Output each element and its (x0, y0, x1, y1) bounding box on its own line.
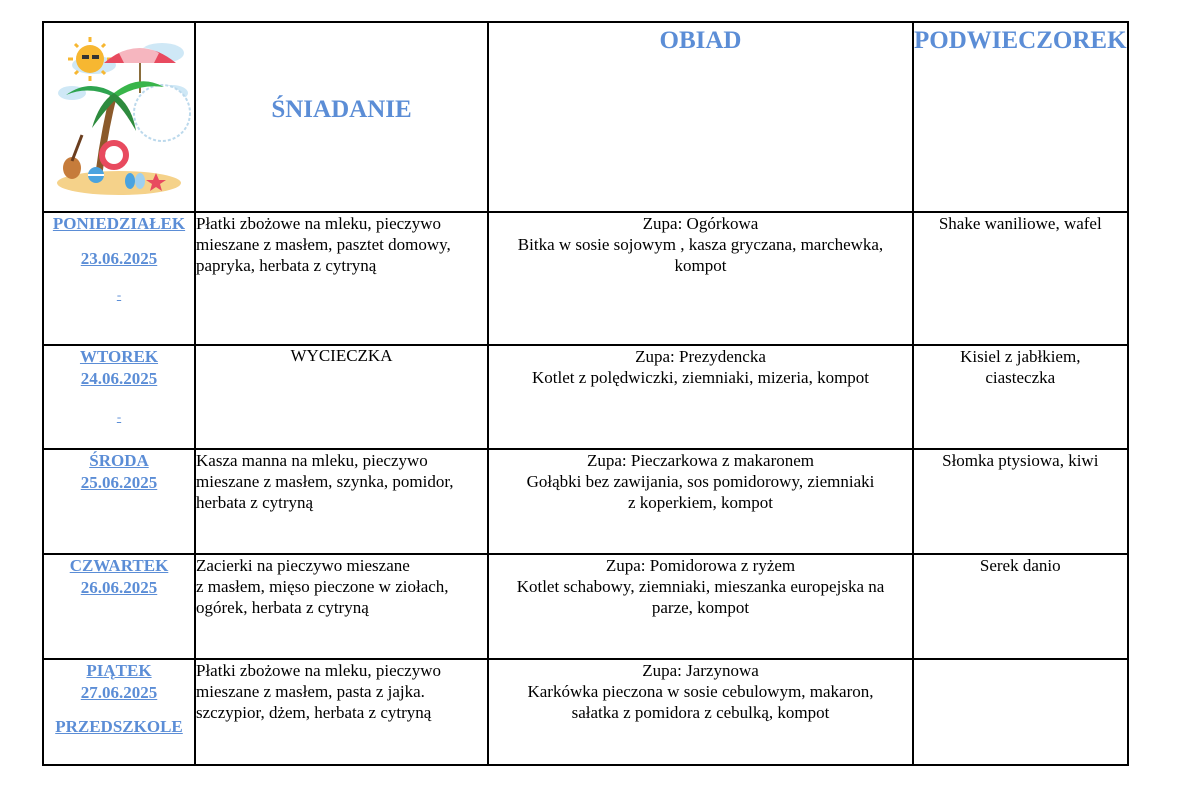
menu-row-friday (43, 659, 1128, 765)
snack-header: PODWIECZOREK (914, 27, 1127, 54)
day-name: WTOREK (79, 347, 159, 366)
breakfast-cell (195, 345, 488, 449)
header-row (43, 22, 1128, 212)
lunch-cell: Zupa: Jarzynowa Karkówka pieczona w sosie cebulowym, makaron, sałatka z pomidora z cebulką, kompot (488, 659, 913, 765)
soup: Zupa: Prezydencka (635, 347, 766, 366)
day-date: 27.06.2025 (80, 683, 158, 702)
logo-cell (43, 22, 195, 212)
day-date: 23.06.2025 (80, 249, 158, 268)
day-name: ŚRODA (89, 451, 149, 470)
day-date: 24.06.2025 (80, 369, 158, 388)
snack-cell: Serek danio (913, 554, 1128, 659)
lunch-header: OBIAD (659, 27, 742, 54)
lunch-cell: Zupa: Pieczarkowa z makaronem Gołąbki bez zawijania, sos pomidorowy, ziemniaki z koperkiem, kompot (488, 449, 913, 554)
soup: Zupa: Pomidorowa z ryżem (605, 556, 796, 575)
trip-label: WYCIECZKA (290, 346, 393, 365)
menu-row-monday (43, 212, 1128, 345)
lunch-cell: Zupa: Pomidorowa z ryżem Kotlet schabowy, ziemniaki, mieszanka europejska na parze, kompot (488, 554, 913, 659)
snack-cell (913, 659, 1128, 765)
snack-cell: Kisiel z jabłkiem, ciasteczka (913, 345, 1128, 449)
day-date: 26.06.2025 (80, 578, 158, 597)
day-mark: - (116, 287, 122, 302)
breakfast-header: ŚNIADANIE (271, 96, 412, 123)
day-mark: - (116, 409, 122, 424)
breakfast-cell: Kasza manna na mleku, pieczywo mieszane z masłem, szynka, pomidor, herbata z cytryną (195, 449, 488, 554)
day-cell (43, 212, 195, 345)
day-cell (43, 345, 195, 449)
soup: Zupa: Ogórkowa (642, 214, 759, 233)
lunch-cell: Zupa: Prezydencka Kotlet z polędwiczki, ziemniaki, mizeria, kompot (488, 345, 913, 449)
beach-summer-icon (44, 23, 194, 209)
lunch-header-cell (488, 22, 913, 212)
lunch-cell: Zupa: Ogórkowa Bitka w sosie sojowym , kasza gryczana, marchewka, kompot (488, 212, 913, 345)
day-cell (43, 554, 195, 659)
day-name: PIĄTEK (86, 661, 152, 680)
breakfast-cell: Płatki zbożowe na mleku, pieczywo mieszane z masłem, pasztet domowy, papryka, herbata z cytryną (195, 212, 488, 345)
menu-table (42, 21, 1129, 766)
snack-cell: Słomka ptysiowa, kiwi (913, 449, 1128, 554)
snack-cell: Shake waniliowe, wafel (913, 212, 1128, 345)
soup: Zupa: Jarzynowa (642, 661, 759, 680)
menu-row-tuesday (43, 345, 1128, 449)
day-date: 25.06.2025 (80, 473, 158, 492)
day-name: CZWARTEK (69, 556, 169, 575)
menu-row-thursday (43, 554, 1128, 659)
breakfast-cell: Płatki zbożowe na mleku, pieczywo mieszane z masłem, pasta z jajka. szczypior, dżem, herbata z cytryną (195, 659, 488, 765)
breakfast-header-cell (195, 22, 488, 212)
day-cell (43, 659, 195, 765)
soup: Zupa: Pieczarkowa z makaronem (586, 451, 815, 470)
day-place: PRZEDSZKOLE (55, 717, 183, 736)
menu-row-wednesday (43, 449, 1128, 554)
day-cell (43, 449, 195, 554)
day-name: PONIEDZIAŁEK (52, 214, 186, 233)
breakfast-cell: Zacierki na pieczywo mieszane z masłem, mięso pieczone w ziołach, ogórek, herbata z cytryną (195, 554, 488, 659)
snack-header-cell (913, 22, 1128, 212)
